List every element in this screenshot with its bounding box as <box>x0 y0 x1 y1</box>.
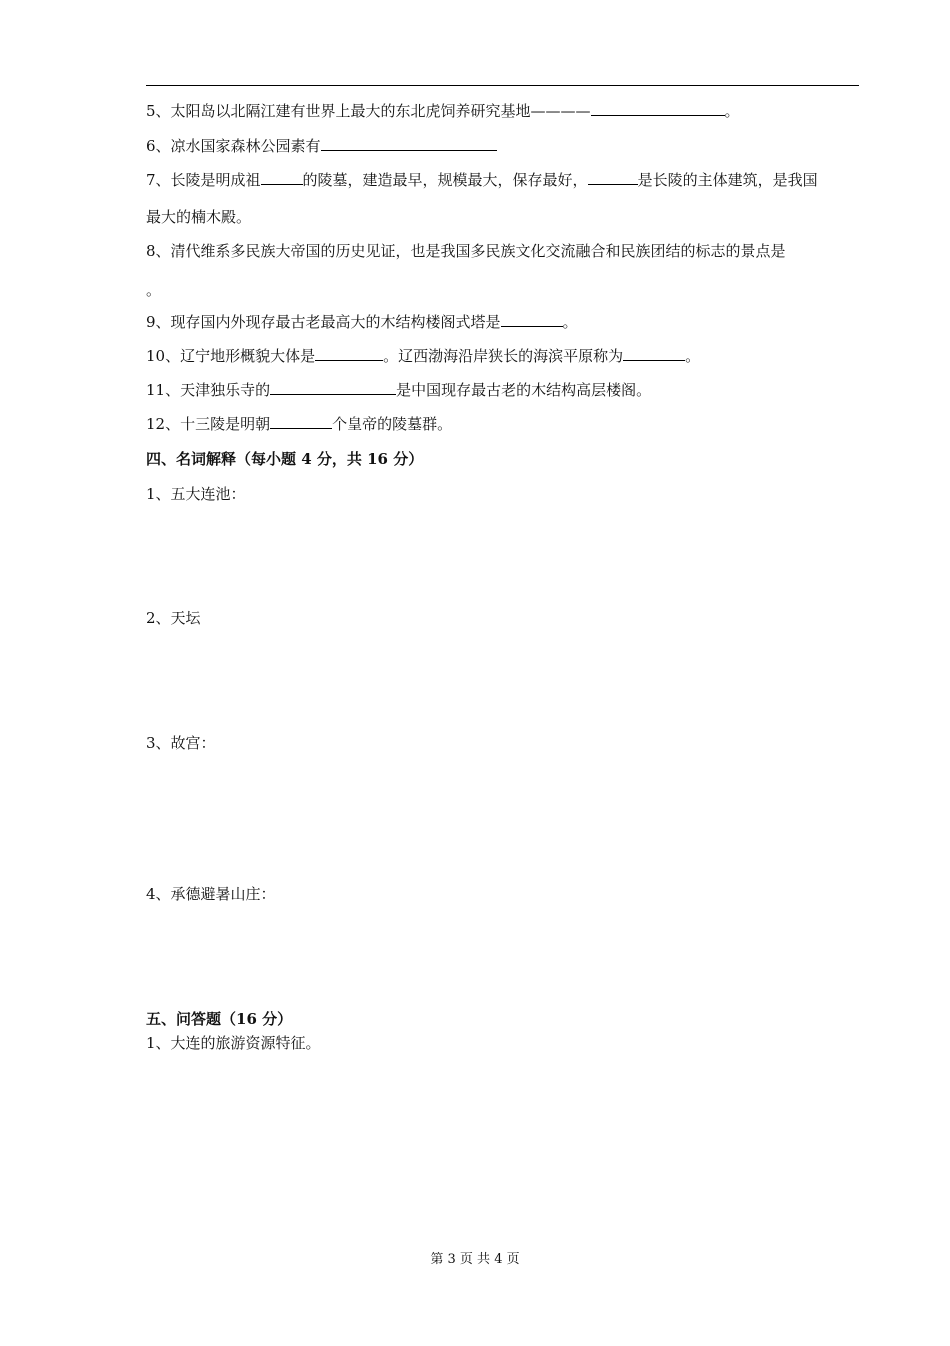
question-7 <box>146 170 818 190</box>
question-8 <box>146 241 786 261</box>
section-4-item-3: 3、故宫： <box>146 734 216 752</box>
question-10 <box>146 346 700 366</box>
question-9 <box>146 312 578 332</box>
q9-a: 9、现存国内外现存最古老最高大的木结构楼阁式塔是 <box>146 313 501 331</box>
section-4-item-1: 1、五大连池： <box>146 485 246 503</box>
q10-blank-2 <box>623 346 685 361</box>
q7-c: 是长陵的主体建筑，是我国 <box>637 171 818 189</box>
q9-blank <box>501 312 563 327</box>
q12-blank <box>270 414 332 429</box>
q12-b: 个皇帝的陵墓群。 <box>332 415 453 433</box>
q7-a: 7、长陵是明成祖 <box>146 171 261 189</box>
q7-blank-1 <box>261 170 303 185</box>
q10-b: 。辽西渤海沿岸狭长的海滨平原称为 <box>383 347 624 365</box>
q5-end: 。 <box>724 102 740 120</box>
q7-b: 的陵墓，建造最早，规模最大，保存最好， <box>302 171 588 189</box>
q5-blank <box>591 101 725 116</box>
page-footer: 第 3 页 共 4 页 <box>430 1252 520 1267</box>
q7-d: 最大的楠木殿。 <box>146 208 252 226</box>
q6-blank <box>321 136 497 151</box>
question-6 <box>146 136 497 156</box>
q12-a: 12、十三陵是明朝 <box>146 415 271 433</box>
section-5-item-1: 1、大连的旅游资源特征。 <box>146 1034 321 1052</box>
question-5 <box>146 101 740 121</box>
q9-b: 。 <box>562 313 578 331</box>
section-5-heading: 五、问答题（16 分） <box>146 1010 293 1028</box>
q8-b: 。 <box>146 281 162 299</box>
q7-blank-2 <box>588 170 638 185</box>
q10-c: 。 <box>685 347 701 365</box>
section-4-item-2: 2、天坛 <box>146 609 201 627</box>
question-8-cont <box>146 280 161 300</box>
q8-a: 8、清代维系多民族大帝国的历史见证，也是我国多民族文化交流融合和民族团结的标志的景点是 <box>146 242 786 260</box>
q11-blank <box>270 380 396 395</box>
section-4-item-4: 4、承德避暑山庄： <box>146 885 276 903</box>
q10-a: 10、辽宁地形概貌大体是 <box>146 347 316 365</box>
q10-blank-1 <box>315 346 383 361</box>
header-rule <box>146 85 859 86</box>
question-11 <box>146 380 651 400</box>
q11-b: 是中国现存最古老的木结构高层楼阁。 <box>396 381 652 399</box>
section-4-heading: 四、名词解释（每小题 4 分，共 16 分） <box>146 450 424 468</box>
q11-a: 11、天津独乐寺的 <box>146 381 271 399</box>
q6-text: 6、凉水国家森林公园素有 <box>146 137 321 155</box>
question-7-cont <box>146 207 251 227</box>
question-12 <box>146 414 452 434</box>
q5-text: 5、太阳岛以北隔江建有世界上最大的东北虎饲养研究基地———— <box>146 102 591 120</box>
